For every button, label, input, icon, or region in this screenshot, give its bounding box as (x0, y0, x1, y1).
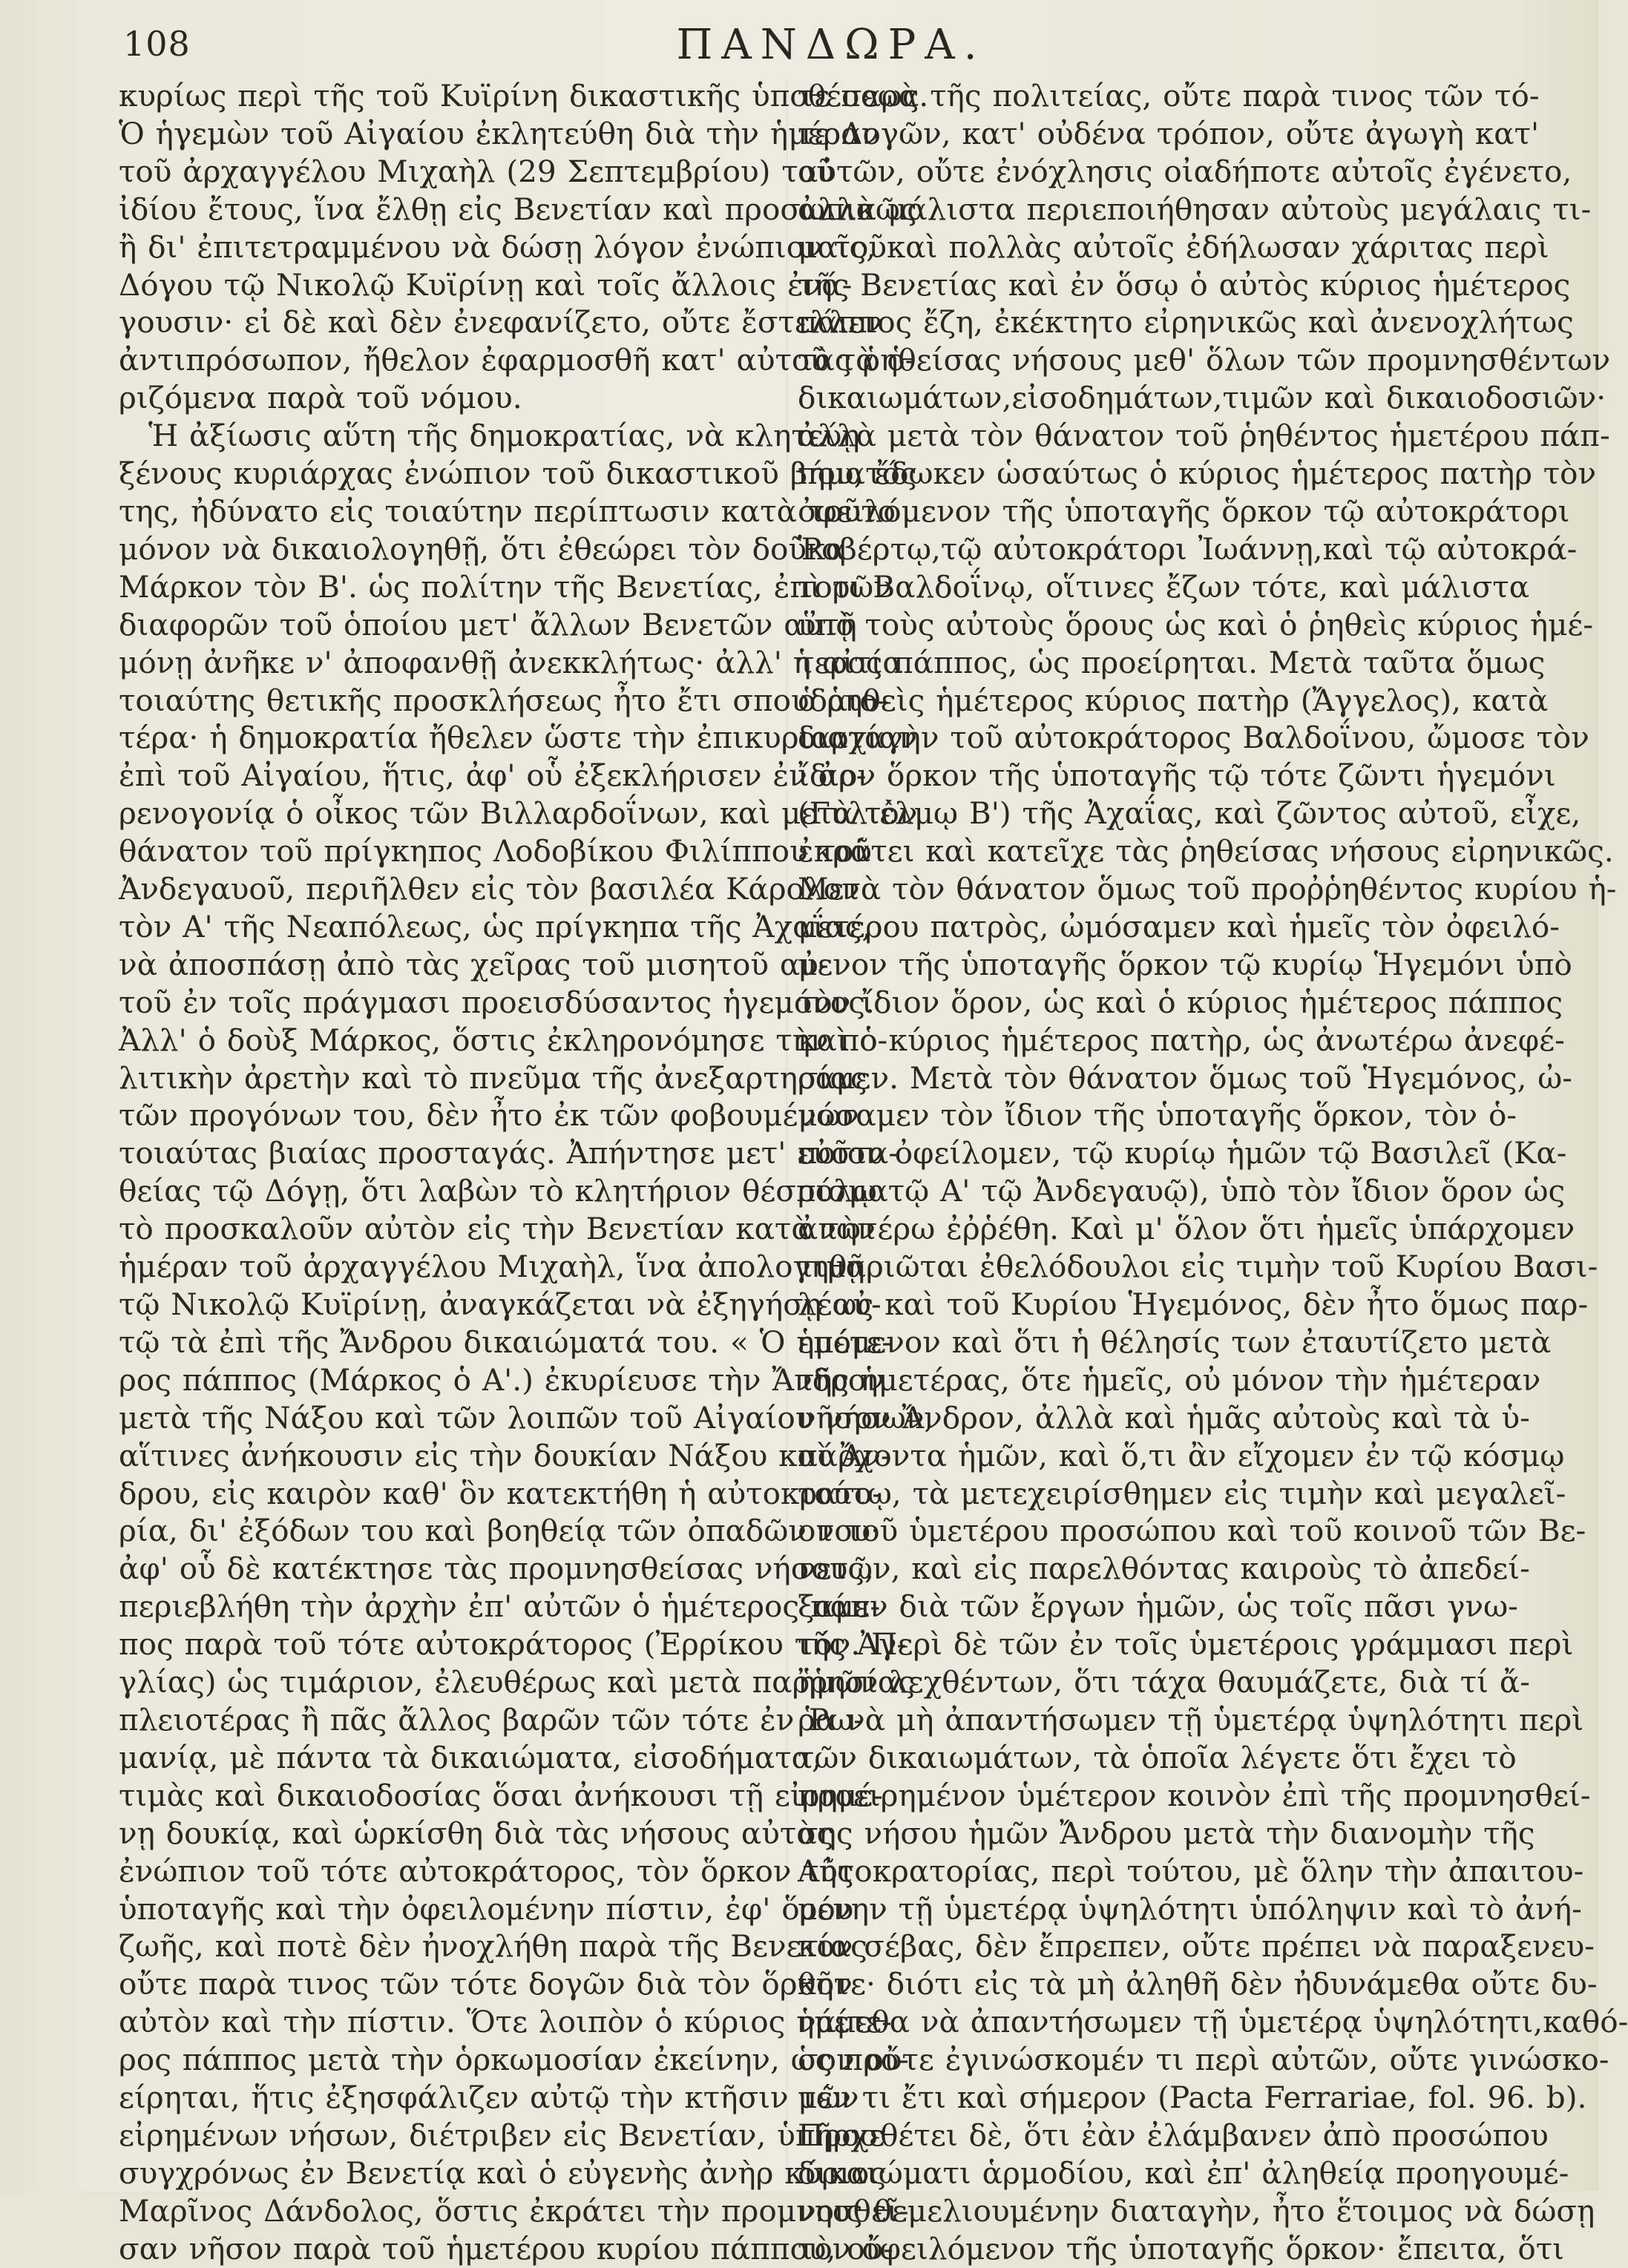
text-line-content: μέν τι ἔτι καὶ σήμερον (Pacta Ferrariae, fol. 96. b). (798, 2080, 1587, 2116)
text-line (798, 1588, 1518, 1626)
text-line-content: ἢ δι' ἐπιτετραμμένου νὰ δώσῃ λόγον ἐνώπιον τοῦ (119, 229, 887, 265)
text-line (119, 2192, 909, 2230)
text-line (119, 2117, 885, 2154)
text-line-content: Ῥοβέρτῳ,τῷ αὐτοκράτορι Ἰωάννῃ,καὶ τῷ αὐτοκρά- (798, 530, 1578, 567)
text-line (798, 379, 1606, 417)
text-line-content: επόμενον καὶ ὅτι ἡ θέλησίς των ἐταυτίζετο μετὰ (798, 1324, 1552, 1360)
text-line-content: μόσαμεν τὸν ἴδιον τῆς ὑποταγῆς ὅρκον, τὸν ὁ- (798, 1097, 1517, 1134)
text-line-content: τερος πάππος, ὡς προείρηται. Μετὰ ταῦτα ὅμως (798, 644, 1546, 680)
text-line (798, 2192, 1595, 2230)
text-line-content: νάμεθα νὰ ἀπαντήσωμεν τῇ ὑμετέρᾳ ὑψηλότητι,καθό- (798, 2004, 1628, 2040)
text-line-content: τῶν δικαιωμάτων, τὰ ὁποῖα λέγετε ὅτι ἔχει τὸ (798, 1739, 1517, 1775)
text-line-content: τε παρὰ τῆς πολιτείας, οὔτε παρὰ τινος τῶν τό- (798, 78, 1540, 114)
text-line (119, 2230, 893, 2268)
text-line (798, 1512, 1586, 1550)
text-line-content: της, ἠδύνατο εἰς τοιαύτην περίπτωσιν κατὰ τοῦτο (119, 493, 896, 529)
text-line (119, 1701, 864, 1739)
text-line-content: τοιαύτας βιαίας προσταγάς. Ἀπήντησε μετ' εὐστα- (119, 1135, 899, 1171)
text-line-content: τὸν ἴδιον ὅρον, ὡς καὶ ὁ κύριος ἡμέτερος πάππος (798, 984, 1563, 1020)
text-line (798, 1965, 1598, 2003)
text-line-content: Ἀνδεγαυοῦ, περιῆλθεν εἰς τὸν βασιλέα Κάρολον (119, 871, 860, 907)
text-line (119, 1022, 888, 1059)
text-line (798, 417, 1610, 455)
text-line-content: μανίᾳ, μὲ πάντα τὰ δικαιώματα, εἰσοδήματα, (119, 1739, 821, 1775)
text-line (798, 2230, 1565, 2268)
text-line (119, 644, 903, 682)
text-line-content: ξένους κυριάρχας ἐνώπιον τοῦ δικαστικοῦ βήματός (119, 456, 917, 492)
text-line (798, 870, 1617, 908)
text-line-content: Ὁ ἡγεμὼν τοῦ Αἰγαίου ἐκλητεύθη διὰ τὴν ἡμέραν (119, 115, 880, 151)
text-line (798, 1437, 1565, 1475)
text-line-content: Αὐτοκρατορίας, περὶ τούτου, μὲ ὅλην τὴν ἀπαιτου- (798, 1853, 1584, 1889)
text-line (119, 1815, 834, 1853)
text-line (798, 303, 1574, 341)
text-line (119, 1853, 854, 1890)
text-line (119, 153, 835, 191)
text-line-content: ἴδιον ὅρκον τῆς ὑποταγῆς τῷ τότε ζῶντι ἡγεμόνι (798, 757, 1556, 794)
text-line (798, 606, 1594, 644)
text-line (119, 417, 860, 455)
text-line (798, 1739, 1517, 1777)
text-line (119, 1475, 882, 1513)
text-line-content: καὶ ὁ κύριος ἡμέτερος πατὴρ, ὡς ἀνωτέρω ἀνεφέ- (798, 1022, 1565, 1058)
text-line (798, 115, 1540, 153)
text-line (119, 493, 896, 530)
text-line (798, 2117, 1549, 2154)
text-line-content: Προσθέτει δὲ, ὅτι ἐὰν ἐλάμβανεν ἀπὸ προσώπου (798, 2117, 1549, 2153)
text-line-content: πάππος ἔζη, ἐκέκτητο εἰρηνικῶς καὶ ἀνενοχλήτως (798, 304, 1574, 341)
text-line (119, 303, 882, 341)
text-line (119, 1890, 854, 1928)
text-line-content: δικαιωμάτων,εἰσοδημάτων,τιμῶν καὶ δικαιοδοσιῶν· (798, 380, 1606, 416)
text-line-content: ρενογονίᾳ ὁ οἶκος τῶν Βιλλαρδοΐνων, καὶ μετὰ τὸν (119, 795, 918, 832)
text-line (119, 2041, 909, 2079)
text-line-content: τοιαύτης θετικῆς προσκλήσεως ἦτο ἔτι σπουδαιο- (119, 682, 888, 718)
text-line-content: μετέρου πατρὸς, ὠμόσαμεν καὶ ἡμεῖς τὸν ὀφειλό- (798, 908, 1560, 944)
text-line (798, 1890, 1582, 1928)
text-line (798, 1361, 1541, 1399)
text-line-content: τιμαριῶται ἐθελόδουλοι εἰς τιμὴν τοῦ Κυρίου Βασι- (798, 1249, 1598, 1285)
text-line-content: συγχρόνως ἐν Βενετίᾳ καὶ ὁ εὐγενὴς ἀνὴρ κύριος (119, 2154, 886, 2191)
text-line (119, 1927, 867, 1965)
text-line (798, 984, 1563, 1022)
text-line-content: θάνατον τοῦ πρίγκηπος Λοδοβίκου Φιλίππου τοῦ (119, 833, 872, 870)
text-line-content: ζωῆς, καὶ ποτὲ δὲν ἠνοχλήθη παρὰ τῆς Βενετίας (119, 1928, 867, 1965)
text-line (798, 1815, 1535, 1853)
text-line (798, 719, 1589, 757)
text-line-content: λιτικὴν ἀρετὴν καὶ τὸ πνεῦμα τῆς ἀνεξαρτησίας (119, 1059, 867, 1096)
text-line-content: πάρχοντα ἡμῶν, καὶ ὅ,τι ἂν εἴχομεν ἐν τῷ κόσμῳ (798, 1437, 1565, 1473)
text-line (119, 2079, 859, 2117)
text-line (119, 2154, 886, 2192)
text-line-content: νὰ ἀποσπάσῃ ἀπὸ τὰς χεῖρας τοῦ μισητοῦ αὐ- (119, 946, 829, 982)
right-text-column (798, 77, 1628, 2267)
text-line-content: ἀνωτέρω ἐῤῥέθη. Καὶ μ' ὅλον ὅτι ἡμεῖς ὑπάρχομεν (798, 1211, 1575, 1247)
text-line-content: γλίας) ὡς τιμάριον, ἐλευθέρως καὶ μετὰ παῤῥησίας (119, 1664, 915, 1700)
text-line-content: ἡμέραν τοῦ ἀρχαγγέλου Μιχαὴλ, ἵνα ἀπολογηθῇ (119, 1249, 865, 1285)
text-line (119, 1361, 884, 1399)
text-line (119, 832, 872, 870)
text-line-content: τοῦ ἐν τοῖς πράγμασι προεισδύσαντος ἡγεμόνος. (119, 984, 875, 1020)
text-line-content: Ἀλλ' ὁ δοὺξ Μάρκος, ὅστις ἐκληρονόμησε τὴν πο- (119, 1022, 888, 1058)
text-line-content: τὸν Α' τῆς Νεαπόλεως, ὡς πρίγκηπα τῆς Ἀχαΐας, (119, 908, 872, 944)
text-line (798, 1210, 1575, 1248)
text-line-content: τὸ προσκαλοῦν αὐτὸν εἰς τὴν Βενετίαν κατὰ τὴν (119, 1211, 876, 1247)
text-line-content: κον σέβας, δὲν ἔπρεπεν, οὔτε πρέπει νὰ παραξενευ- (798, 1928, 1595, 1965)
text-line (119, 1437, 891, 1475)
text-line (798, 2154, 1569, 2192)
text-line (798, 153, 1572, 191)
text-line (119, 341, 916, 379)
text-line-content: ποῖον ὀφείλομεν, τῷ κυρίῳ ἡμῶν τῷ Βασιλεῖ (Κα- (798, 1135, 1567, 1171)
text-line (798, 757, 1556, 795)
text-line (798, 341, 1611, 379)
text-line-content: τῶν προγόνων του, δὲν ἦτο ἐκ τῶν φοβουμένων (119, 1097, 859, 1134)
text-line-content: μετὰ τῆς Νάξου καὶ τῶν λοιπῶν τοῦ Αἰγαίου νήσων, (119, 1399, 934, 1436)
text-line (119, 568, 892, 606)
text-line (119, 191, 917, 229)
text-line-content: περιεβλήθη τὴν ἀρχὴν ἐπ' αὐτῶν ὁ ἡμέτερος πάπ- (119, 1588, 881, 1625)
text-line (798, 1399, 1530, 1437)
text-line-content: ἐνώπιον τοῦ τότε αὐτοκράτορος, τὸν ὅρκον τῆς (119, 1853, 854, 1889)
text-line-content: μενον τῆς ὑποταγῆς ὅρκον τῷ κυρίῳ Ἡγεμόνι ὑπὸ (798, 946, 1572, 982)
text-line-content: νοις θεμελιουμένην διαταγὴν, ἦτο ἕτοιμος νὰ δώσῃ (798, 2192, 1595, 2229)
text-line-content: μένην τῇ ὑμετέρᾳ ὑψηλότητι ὑπόληψιν καὶ τὸ ἀνή- (798, 1890, 1582, 1927)
text-line-content: που, ἔδωκεν ὡσαύτως ὁ κύριος ἡμέτερος πατὴρ τὸν (798, 456, 1597, 492)
text-line (798, 1475, 1566, 1513)
text-line (119, 1777, 883, 1815)
text-line (119, 1097, 859, 1134)
text-line-content: Μαρῖνος Δάνδολος, ὅστις ἐκράτει τὴν προμνησθεῖ- (119, 2192, 909, 2229)
text-line-content: θείας τῷ Δόγῃ, ὅτι λαβὼν τὸ κλητήριον θέσπισμα (119, 1173, 888, 1209)
text-line (119, 1248, 865, 1286)
text-line (798, 229, 1549, 266)
text-line (119, 870, 860, 908)
text-line (798, 1324, 1552, 1361)
text-line-content: ρος πάππος μετὰ τὴν ὁρκωμοσίαν ἐκείνην, ὡς προ- (119, 2042, 909, 2078)
text-line (798, 1022, 1565, 1059)
text-line-content: μόνον νὰ δικαιολογηθῇ, ὅτι ἐθεώρει τὸν δοῦκα (119, 530, 846, 567)
text-line-content: θῆτε· διότι εἰς τὰ μὴ ἀληθῆ δὲν ἠδυνάμεθα οὔτε δυ- (798, 1966, 1598, 2002)
text-line-content: τῷ τὰ ἐπὶ τῆς Ἄνδρου δικαιώματά του. « Ὁ ἡμέτε- (119, 1324, 892, 1360)
text-line-content: τῷ Νικολῷ Κυϊρίνῃ, ἀναγκάζεται νὰ ἐξηγήσῃ αὐ- (119, 1286, 882, 1322)
text-line-content: τε Δογῶν, κατ' οὐδένα τρόπον, οὔτε ἀγωγὴ κατ' (798, 115, 1540, 151)
text-line (798, 2079, 1587, 2117)
text-line-content: ἐπὶ τοῦ Αἰγαίου, ἥτις, ἀφ' οὗ ἐξεκλήρισεν ἐν ἀρ- (119, 757, 867, 794)
text-line (119, 682, 888, 720)
text-line-content: αὐτὸν καὶ τὴν πίστιν. Ὅτε λοιπὸν ὁ κύριος ἡμέτε- (119, 2004, 892, 2040)
text-line (119, 1626, 907, 1663)
text-line (798, 832, 1614, 870)
text-line-content: τοῦ ἀρχαγγέλου Μιχαὴλ (29 Σεπτεμβρίου) τοῦ (119, 153, 835, 189)
text-line (119, 1739, 821, 1777)
text-line-content: ὑπὸ τοὺς αὐτοὺς ὅρους ὡς καὶ ὁ ῥηθεὶς κύριος ἡμέ- (798, 606, 1594, 642)
text-line (798, 1663, 1530, 1701)
text-line (798, 1172, 1566, 1210)
text-line (119, 266, 853, 304)
left-text-column (119, 77, 934, 2267)
text-line (119, 1134, 899, 1172)
text-line (119, 1324, 892, 1361)
text-line-content: ἡμῶν λεχθέντων, ὅτι τάχα θαυμάζετε, διὰ τί ἄ- (798, 1664, 1530, 1700)
text-line (798, 530, 1578, 568)
text-line-content: μόνῃ ἀνῆκε ν' ἀποφανθῇ ἀνεκκλήτως· ἀλλ' ἡ αἰτία (119, 644, 903, 680)
text-line-content: νῆσον Ἄνδρον, ἀλλὰ καὶ ἡμᾶς αὐτοὺς καὶ τὰ ὑ- (798, 1399, 1530, 1436)
text-line-content: ὑποταγῆς καὶ τὴν ὀφειλομένην πίστιν, ἐφ' ὅρου (119, 1890, 854, 1927)
text-line-content: είρηται, ἥτις ἐξησφάλιζεν αὐτῷ τὴν κτῆσιν τῶν (119, 2080, 859, 2116)
text-line (119, 606, 857, 644)
text-line (798, 266, 1571, 304)
text-line-content: ἐκράτει καὶ κατεῖχε τὰς ῥηθείσας νήσους εἰρηνικῶς. (798, 833, 1614, 870)
text-line (798, 1853, 1584, 1890)
text-line-content: ρος πάππος (Μάρκος ὁ Α'.) ἐκυρίευσε τὴν Ἄνδρον (119, 1361, 884, 1398)
text-line (798, 1059, 1572, 1097)
text-line-content: δικαιώματι ἁρμοδίου, καὶ ἐπ' ἀληθείᾳ προηγουμέ- (798, 2154, 1569, 2191)
text-line (798, 455, 1597, 493)
text-line-content: γουσιν· εἰ δὲ καὶ δὲν ἐνεφανίζετο, οὔτε ἔστελλεν (119, 304, 882, 341)
text-line-content: ὀφειλόμενον τῆς ὑποταγῆς ὅρκον τῷ αὐτοκράτορι (798, 493, 1570, 529)
text-line (798, 1134, 1567, 1172)
text-line-content: τῆς Βενετίας καὶ ἐν ὅσῳ ὁ αὐτὸς κύριος ἡμέτερος (798, 266, 1571, 303)
text-line-content: ἀφ' οὗ δὲ κατέκτησε τὰς προμνησθείσας νήσους, (119, 1551, 874, 1587)
text-line-content: ον τοῦ ὑμετέρου προσώπου καὶ τοῦ κοινοῦ τῶν Βε- (798, 1513, 1586, 1549)
text-line-content: ἀλλὰ μάλιστα περιεποιήθησαν αὐτοὺς μεγάλαις τι- (798, 191, 1592, 227)
text-line-content: τόν. Περὶ δὲ τῶν ἐν τοῖς ὑμετέροις γράμμασι περὶ (798, 1626, 1574, 1663)
text-line-content: διαταγὴν τοῦ αὐτοκράτορος Βαλδοΐνου, ὤμοσε τὸν (798, 720, 1589, 756)
text-line (798, 1701, 1584, 1739)
text-line-content: ραμεν. Μετὰ τὸν θάνατον ὅμως τοῦ Ἡγεμόνος, ὠ- (798, 1059, 1572, 1096)
text-line (798, 568, 1530, 606)
text-line-content: τὸν ὀφειλόμενον τῆς ὑποταγῆς ὅρκον· ἔπειτα, ὅτι (798, 2230, 1565, 2267)
text-line-content: τορι Βαλδοΐνῳ, οἵτινες ἔζων τότε, καὶ μάλιστα (798, 568, 1530, 605)
text-line (119, 908, 872, 946)
text-line-content: μαῖς, καὶ πολλὰς αὐτοῖς ἐδήλωσαν χάριτας περὶ (798, 229, 1549, 265)
text-line (119, 719, 918, 757)
text-line-content: δρου, εἰς καιρὸν καθ' ὃν κατεκτήθη ἡ αὐτοκρατο- (119, 1475, 882, 1511)
text-line (798, 1550, 1530, 1588)
text-line-content: Μετὰ τὸν θάνατον ὅμως τοῦ προῤῥηθέντος κυρίου ἡ- (798, 871, 1617, 907)
text-line (119, 1550, 874, 1588)
running-head (119, 21, 1529, 73)
text-line (798, 2041, 1609, 2079)
text-line-content: προειρημένον ὑμέτερον κοινὸν ἐπὶ τῆς προμνησθεί- (798, 1777, 1591, 1813)
text-line-content: σον οὔτε ἐγινώσκομέν τι περὶ αὐτῶν, οὔτε γινώσκο- (798, 2042, 1609, 2078)
text-line-content: ξαμεν διὰ τῶν ἔργων ἡμῶν, ὡς τοῖς πᾶσι γνω- (798, 1588, 1518, 1625)
text-line (119, 1965, 853, 2003)
text-line-content: τιμὰς καὶ δικαιοδοσίας ὅσαι ἀνήκουσι τῇ εἰρημέ- (119, 1777, 883, 1813)
text-line-content: (Γυλιέλμῳ Β') τῆς Ἀχαΐας, καὶ ζῶντος αὐτοῦ, εἶχε, (798, 795, 1581, 832)
text-line-content: τὰς ῥηθείσας νήσους μεθ' ὅλων τῶν προμνησθέντων (798, 342, 1611, 378)
text-line (798, 1626, 1574, 1663)
text-line (119, 1172, 888, 1210)
text-line-content: ἰδίου ἔτους, ἵνα ἔλθῃ εἰς Βενετίαν καὶ προσωπικῶς (119, 191, 917, 227)
text-line (798, 946, 1572, 984)
text-line (119, 379, 790, 417)
text-line (798, 1097, 1517, 1134)
text-line-content: τούτῳ, τὰ μετεχειρίσθημεν εἰς τιμὴν καὶ μεγαλεῖ- (798, 1475, 1566, 1511)
text-line (119, 1210, 876, 1248)
text-line (798, 1777, 1591, 1815)
journal-title: ΠΑΝΔΩΡΑ. (676, 21, 986, 69)
text-line-content: ὁ ῥηθεὶς ἡμέτερος κύριος πατὴρ (Ἄγγελος), κατὰ (798, 682, 1549, 718)
text-line-content: σης νήσου ἡμῶν Ἄνδρου μετὰ τὴν διανομὴν τῆς (798, 1815, 1535, 1851)
text-line (119, 115, 880, 153)
text-line-content: Μάρκον τὸν Β'. ὡς πολίτην τῆς Βενετίας, ἐπὶ τῶν (119, 568, 892, 605)
text-line-content: αὐτῶν, οὔτε ἐνόχλησις οἰαδήποτε αὐτοῖς ἐγένετο, (798, 153, 1572, 189)
text-line-content: νῃ δουκίᾳ, καὶ ὡρκίσθη διὰ τὰς νήσους αὐτὰς (119, 1815, 834, 1851)
text-line (798, 644, 1546, 682)
text-line (798, 77, 1540, 115)
text-line (119, 1399, 934, 1437)
text-line (119, 1059, 867, 1097)
text-line (119, 455, 917, 493)
text-line-content: ρία, δι' ἐξόδων του καὶ βοηθείᾳ τῶν ὀπαδῶν του· (119, 1513, 881, 1549)
text-line-content: ἀλλὰ μετὰ τὸν θάνατον τοῦ ῥηθέντος ἡμετέρου πάπ- (798, 418, 1610, 454)
text-line (119, 1512, 881, 1550)
text-line (798, 1248, 1598, 1286)
text-line (798, 682, 1549, 720)
text-line (119, 946, 829, 984)
text-line-content: κυρίως περὶ τῆς τοῦ Κυϊρίνη δικαστικῆς ὑποθέσεως. (119, 78, 929, 114)
text-line-content: νετῶν, καὶ εἰς παρελθόντας καιροὺς τὸ ἀπεδεί- (798, 1551, 1530, 1587)
text-line-content: τέρα· ἡ δημοκρατία ἤθελεν ὥστε τὴν ἐπικυριαρχίαν (119, 720, 918, 756)
text-line-content: τῆς ἡμετέρας, ὅτε ἡμεῖς, οὐ μόνον τὴν ἡμέτεραν (798, 1361, 1541, 1398)
text-line (119, 2003, 892, 2041)
text-line-content: ἀντιπρόσωπον, ἤθελον ἐφαρμοσθῆ κατ' αὐτοῦ τὰ ὁ- (119, 342, 916, 378)
text-line-content: ρα νὰ μὴ ἀπαντήσωμεν τῇ ὑμετέρᾳ ὑψηλότητι περὶ (798, 1701, 1584, 1738)
text-line (119, 530, 846, 568)
text-line-content: αἵτινες ἀνήκουσιν εἰς τὴν δουκίαν Νάξου καὶ Ἄν- (119, 1437, 891, 1473)
text-line (119, 795, 918, 832)
text-line-content: Ἡ ἀξίωσις αὕτη τῆς δημοκρατίας, νὰ κλητεύῃ (148, 418, 860, 454)
text-line (119, 757, 867, 795)
text-line-content: ρόλῳ τῷ Α' τῷ Ἀνδεγαυῷ), ὑπὸ τὸν ἴδιον ὅρον ὡς (798, 1173, 1566, 1209)
text-line-content: πλειοτέρας ἢ πᾶς ἄλλος βαρῶν τῶν τότε ἐν Ῥω- (119, 1701, 864, 1738)
text-line-content: πος παρὰ τοῦ τότε αὐτοκράτορος (Ἐρρίκου τῆς Ἀγ- (119, 1626, 907, 1663)
text-line (119, 1663, 915, 1701)
text-line (798, 908, 1560, 946)
text-line-content: ριζόμενα παρὰ τοῦ νόμου. (119, 380, 522, 416)
text-line (119, 1588, 881, 1626)
text-line-content: σαν νῆσον παρὰ τοῦ ἡμετέρου κυρίου πάππου, οὔ- (119, 2230, 893, 2267)
text-line (798, 795, 1581, 832)
text-line (798, 191, 1592, 229)
text-line (798, 493, 1570, 530)
text-line (119, 984, 875, 1022)
text-line (119, 77, 929, 115)
text-line (119, 1286, 882, 1324)
text-line (798, 1927, 1595, 1965)
text-line (798, 1286, 1589, 1324)
page-number: 108 (123, 24, 191, 64)
text-line (119, 229, 887, 266)
text-line (798, 2003, 1628, 2041)
text-line-content: Δόγου τῷ Νικολῷ Κυϊρίνῃ καὶ τοῖς ἄλλοις ἐνά- (119, 266, 853, 303)
text-line-content: λέως καὶ τοῦ Κυρίου Ἡγεμόνος, δὲν ἦτο ὅμως παρ- (798, 1286, 1589, 1322)
text-line-content: εἰρημένων νήσων, διέτριβεν εἰς Βενετίαν, ὑπῆρχε (119, 2117, 885, 2153)
text-line-content: οὔτε παρὰ τινος τῶν τότε δογῶν διὰ τὸν ὅρκον (119, 1966, 853, 2002)
text-line-content: διαφορῶν τοῦ ὁποίου μετ' ἄλλων Βενετῶν αὐτῇ (119, 606, 857, 642)
